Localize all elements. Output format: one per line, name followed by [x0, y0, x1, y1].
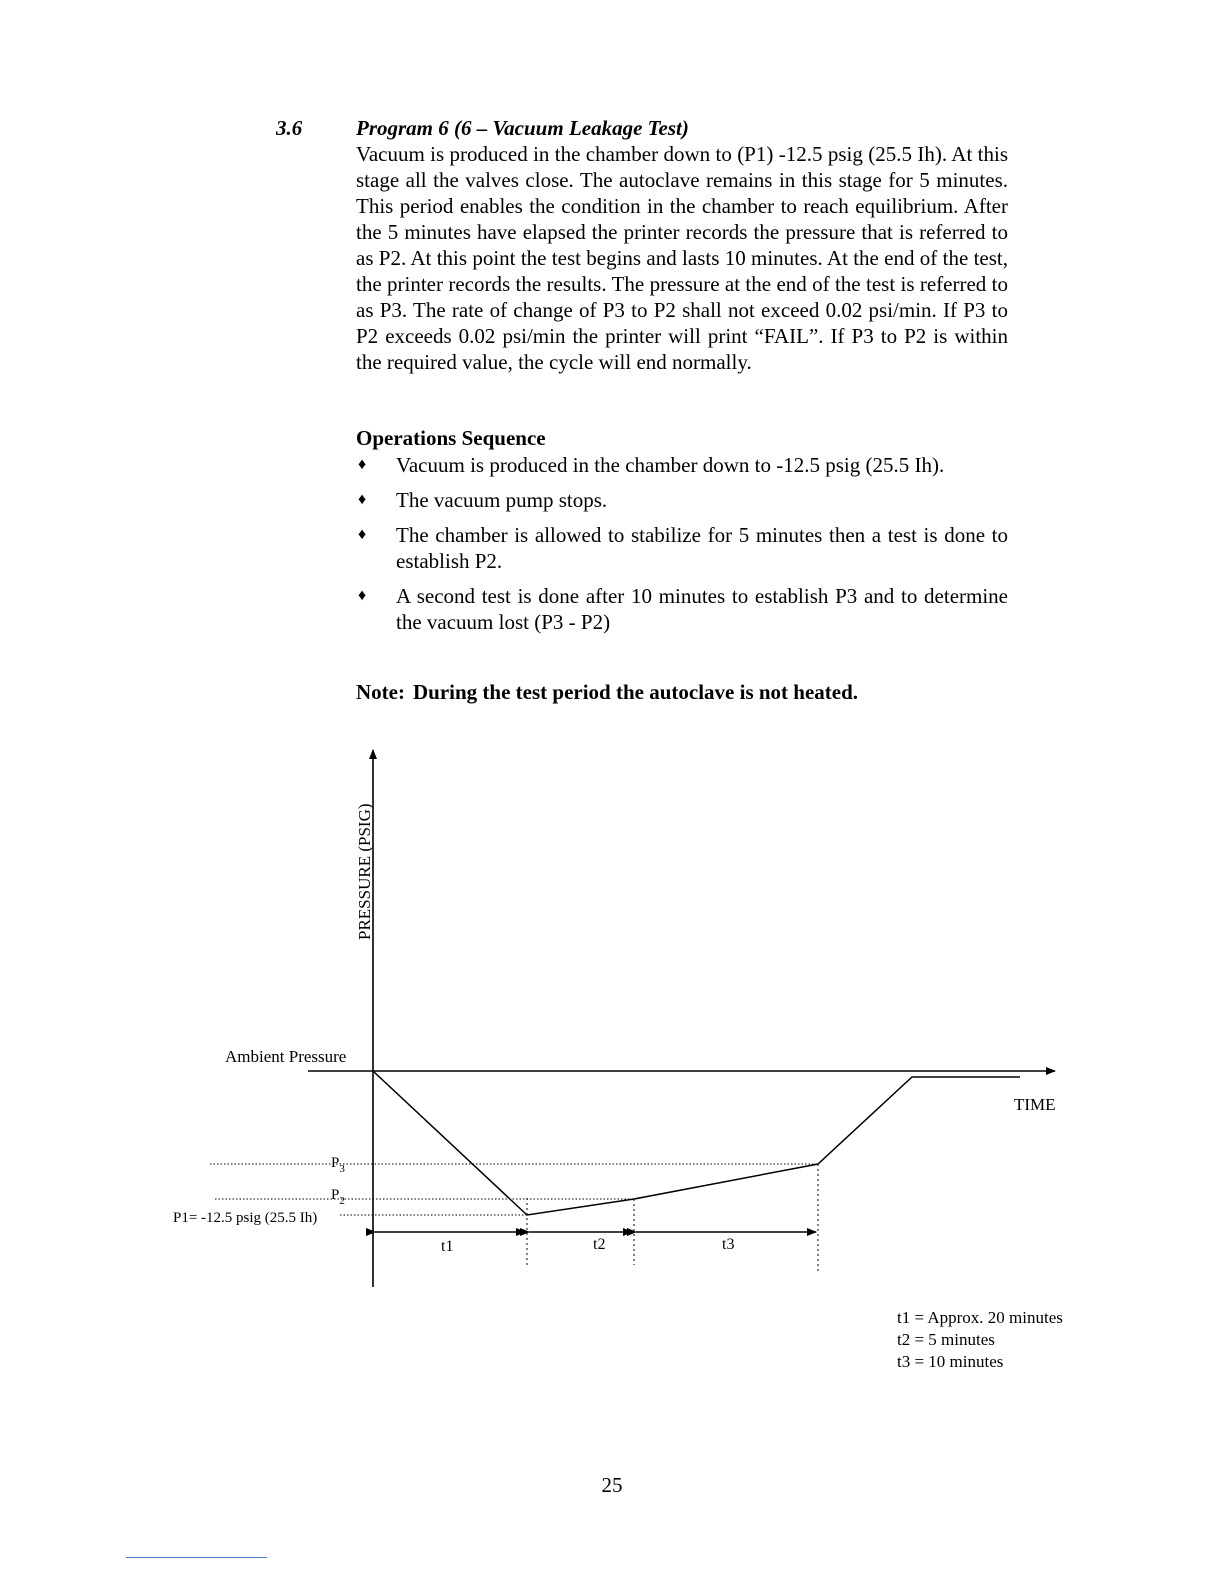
ambient-pressure-label: Ambient Pressure [225, 1047, 347, 1066]
p2-label [331, 1187, 345, 1207]
legend-t2: t2 = 5 minutes [897, 1330, 995, 1349]
note-text: During the test period the autoclave is not heated. [412, 680, 859, 704]
p3-label [331, 1155, 345, 1175]
diamond-bullet-icon: ♦ [358, 491, 367, 508]
p2-label-base: P [331, 1187, 340, 1203]
operations-heading: Operations Sequence [356, 426, 546, 450]
legend-t1: t1 = Approx. 20 minutes [897, 1308, 1063, 1327]
p3-label-base: P [331, 1155, 340, 1171]
diamond-bullet-icon: ♦ [358, 587, 367, 604]
legend-t3: t3 = 10 minutes [897, 1352, 1004, 1371]
section-paragraph: Vacuum is produced in the chamber down to (P1) -12.5 psig (25.5 Ih). At this stage all the valves close. The autoclave remains in this stage for 5 minutes. This period enables the condition in the chamber to reach equilibrium. After the 5 minutes have elapsed the printer records the pressure that is referred to as P2. At this point the test begins and lasts 10 minutes. At the end of the test, the printer records the results. The pressure at the end of the test is referred to as P3. The rate of change of P3 to P2 shall not exceed 0.02 psi/min. If P3 to P2 exceeds 0.02 psi/min the printer will print “FAIL”. If P3 to P2 is within the required value, the cycle will end normally. [356, 142, 1008, 374]
time-legend [897, 1307, 1063, 1373]
t2-label: t2 [593, 1236, 606, 1253]
x-axis-label: TIME [1014, 1095, 1056, 1114]
p3-label-sub: 3 [339, 1163, 345, 1175]
operation-text: The vacuum pump stops. [396, 488, 608, 512]
operation-text: The chamber is allowed to stabilize for 5 minutes then a test is done to establish P2. [396, 523, 1008, 573]
t1-label: t1 [441, 1238, 454, 1255]
section-number: 3.6 [276, 116, 303, 140]
operation-text: Vacuum is produced in the chamber down to -12.5 psig (25.5 Ih). [396, 453, 945, 477]
footer-rule [126, 1557, 267, 1558]
page-number: 25 [601, 1473, 623, 1497]
p1-label: P1= -12.5 psig (25.5 Ih) [173, 1210, 318, 1226]
note-label: Note: [356, 680, 405, 704]
operation-text: A second test is done after 10 minutes to establish P3 and to determine the vacuum lost (P3 - P2) [396, 584, 1008, 634]
diamond-bullet-icon: ♦ [358, 526, 367, 543]
t3-label: t3 [722, 1236, 735, 1253]
y-axis-label: PRESSURE (PSIG) [355, 803, 374, 940]
diamond-bullet-icon: ♦ [358, 456, 367, 473]
pressure-curve [373, 1071, 1020, 1215]
section-title: Program 6 (6 – Vacuum Leakage Test) [356, 116, 689, 140]
p2-label-sub: 2 [339, 1195, 345, 1207]
